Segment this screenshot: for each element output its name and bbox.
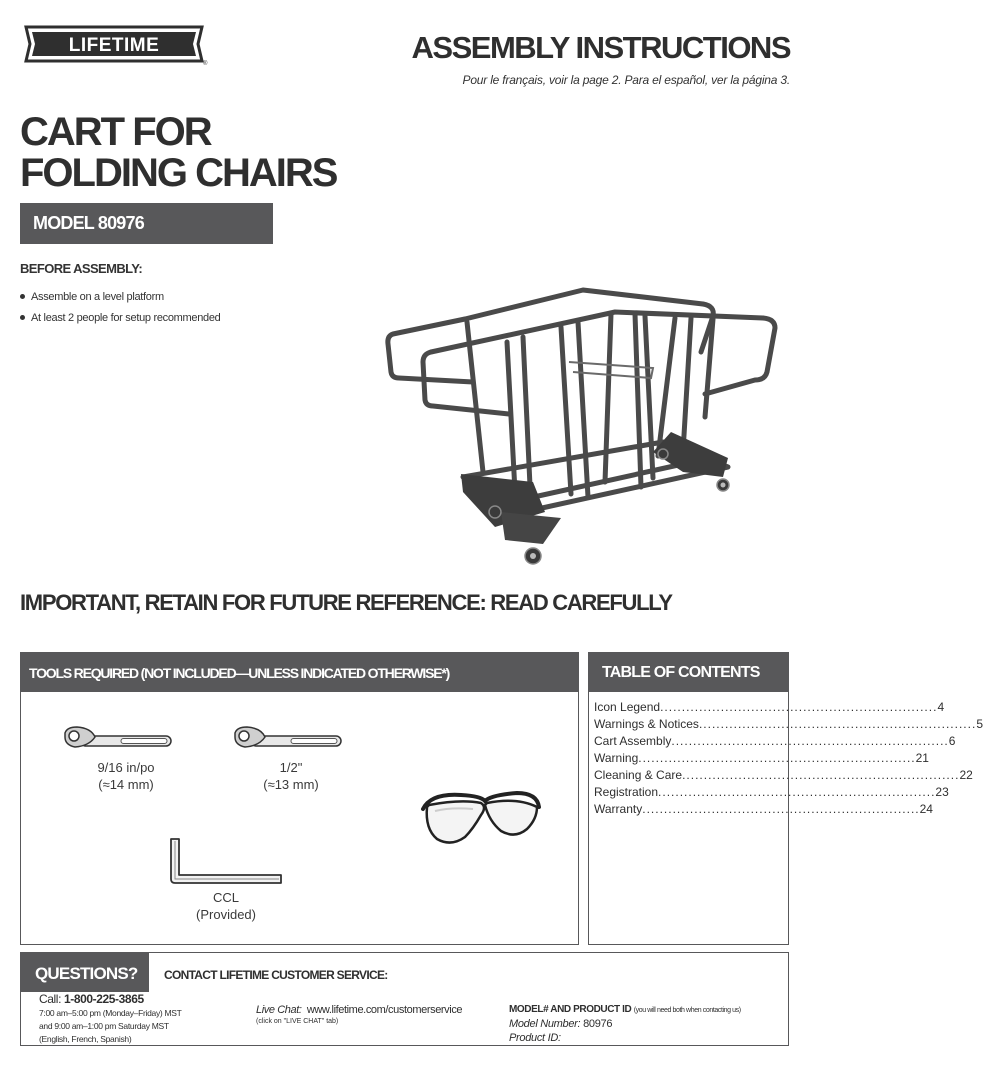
bullet-icon [20,294,25,299]
tool-label: 9/16 in/po (≈14 mm) [97,760,155,792]
lifetime-logo [22,23,206,65]
tools-required-panel [20,652,579,945]
language-note: Pour le français, voir la page 2. Para el español, ver la página 3. [462,73,790,87]
toc-item[interactable]: Warranty ..... 24 [594,801,782,818]
logo-text: LIFETIME [68,35,160,56]
important-notice: IMPORTANT, RETAIN FOR FUTURE REFERENCE: READ CAREFULLY [20,590,672,615]
live-chat-link[interactable]: www.lifetime.com/customerservice [306,1004,463,1016]
before-assembly-list [20,291,220,333]
toc-item[interactable]: Cart Assembly ..... 6 [594,733,782,750]
hours-saturday: and 9:00 am–1:00 pm Saturday MST [39,1021,169,1031]
model-label: MODEL 80976 [33,213,144,233]
bullet-icon [20,315,25,320]
toc-item[interactable]: Warning ..... 21 [594,750,782,767]
product-title-line-2: FOLDING CHAIRS [20,151,337,195]
ratchet-wrench-icon [231,725,343,751]
contact-title: CONTACT LIFETIME CUSTOMER SERVICE: [164,968,388,982]
hex-key-icon [165,835,285,887]
live-chat-line: Live Chat: www.lifetime.com/customerservice [256,1004,463,1016]
toc-list [594,699,983,818]
questions-title: QUESTIONS? [35,964,138,983]
phone-number[interactable]: 1-800-225-3865 [63,992,144,1006]
product-title-line-1: CART FOR [20,110,211,154]
chair-cart-illustration [383,282,783,570]
safety-glasses-icon [421,785,541,851]
table-of-contents-panel [588,652,983,945]
model-number-line: Model Number: 80976 [509,1018,613,1030]
toc-item[interactable]: Registration ..... 23 [594,784,782,801]
list-item: Assemble on a level platform [20,291,220,303]
questions-tab [21,953,149,992]
list-item: At least 2 people for setup recommended [20,312,220,324]
product-id-line: Product ID: [509,1032,561,1044]
tools-title: TOOLS REQUIRED (NOT INCLUDED—UNLESS INDICATED OTHERWISE*) [29,665,450,681]
call-line: Call: 1-800-225-3865 [39,992,144,1006]
hours-weekday: 7:00 am–5:00 pm (Monday–Friday) MST [39,1008,182,1018]
live-chat-note: (click on "LIVE CHAT" tab) [256,1018,339,1025]
tool-label: CCL (Provided) [196,890,256,922]
toc-title: TABLE OF CONTENTS [602,664,760,681]
toc-item[interactable]: Icon Legend ..... 4 [594,699,782,716]
toc-item[interactable]: Warnings & Notices ..... 5 [594,716,782,733]
product-title [20,112,336,194]
svg-text:®: ® [203,61,208,67]
model-id-title: MODEL# AND PRODUCT ID (you will need both when contacting us) [509,1004,741,1015]
questions-panel [20,952,789,1046]
document-title: ASSEMBLY INSTRUCTIONS [411,30,790,65]
toc-header [589,653,788,692]
tool-label: 1/2" (≈13 mm) [263,760,319,792]
before-assembly-title: BEFORE ASSEMBLY: [20,261,143,276]
toc-item[interactable]: Cleaning & Care ..... 22 [594,767,782,784]
ratchet-wrench-icon [61,725,173,751]
tools-header [21,653,578,692]
model-bar [20,203,273,244]
languages: (English, French, Spanish) [39,1034,132,1044]
